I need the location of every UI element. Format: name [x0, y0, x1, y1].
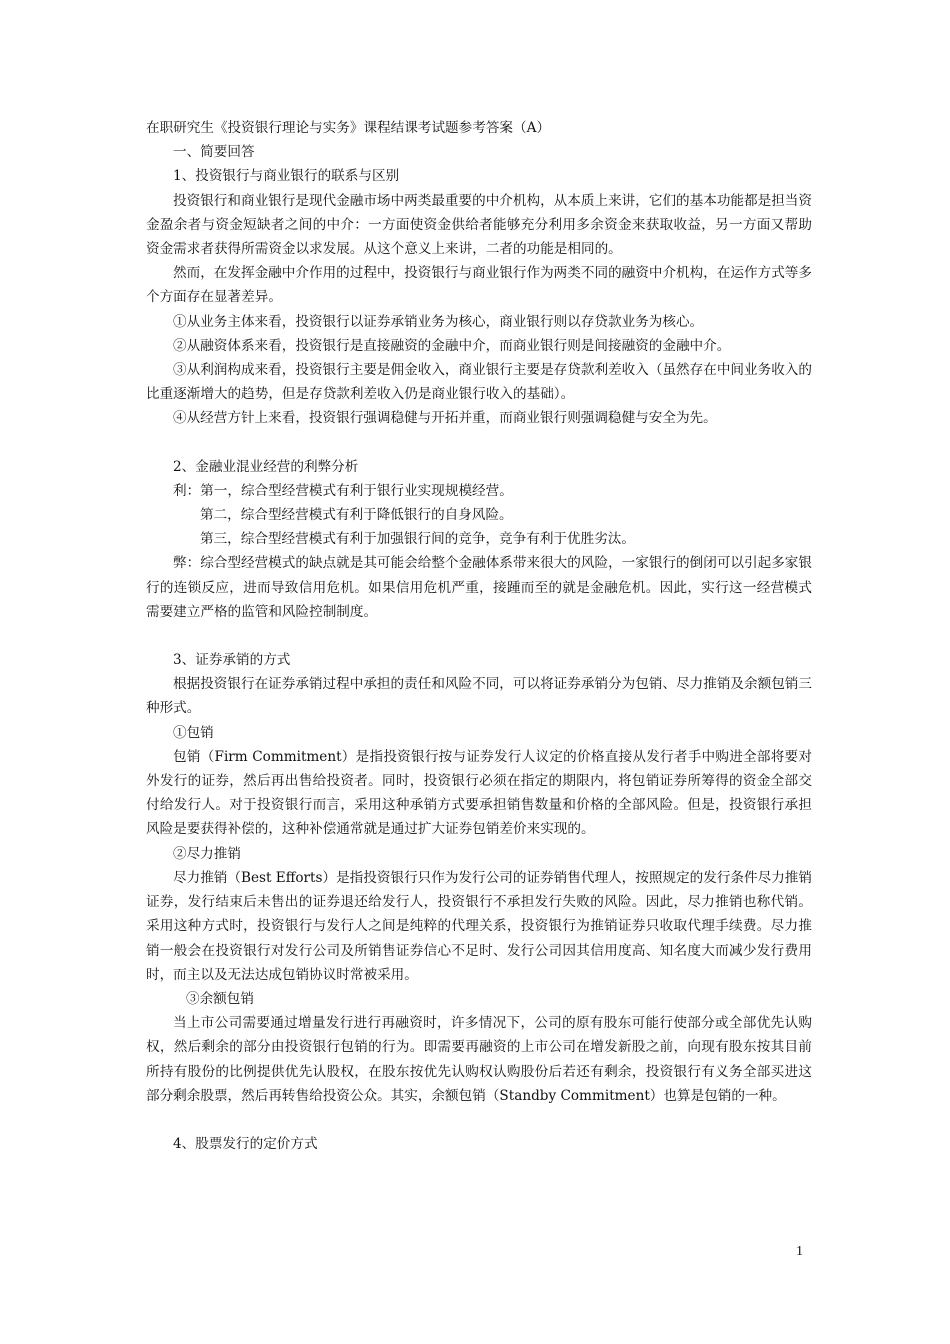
section-heading: 一、简要回答 — [173, 144, 255, 161]
paragraph: 根据投资银行在证券承销过程中承担的责任和风险不同，可以将证券承销分为包销、尽力推销及余额包销三种形式。 — [146, 676, 812, 717]
list-item: ①从业务主体来看，投资银行以证券承销业务为核心，商业银行则以存贷款业务为核心。 — [173, 313, 704, 330]
list-item: ③从利润构成来看，投资银行主要是佣金收入，商业银行主要是存贷款利差收入（虽然存在中间业务收入的比重逐渐增大的趋势，但是存贷款利差收入仍是商业银行收入的基础）。 — [146, 362, 812, 403]
question-heading-2: 2、金融业混业经营的利弊分析 — [173, 458, 359, 475]
pro-point: 第三，综合型经营模式有利于加强银行间的竞争，竞争有利于优胜劣汰。 — [200, 531, 635, 548]
subheading: ②尽力推销 — [173, 845, 241, 862]
subheading: ③余额包销 — [186, 990, 254, 1007]
question-heading-1: 1、投资银行与商业银行的联系与区别 — [173, 168, 400, 185]
question-heading-4: 4、股票发行的定价方式 — [173, 1135, 318, 1152]
page-number: 1 — [796, 1244, 803, 1259]
subheading: ①包销 — [173, 724, 214, 741]
spacer — [146, 1108, 812, 1132]
paragraph: 当上市公司需要通过增量发行进行再融资时，许多情况下，公司的原有股东可能行使部分或全部优先认购权，然后剩余的部分由投资银行包销的行为。即需要再融资的上市公司在增发新股之前，向现有股东按其目前所持有股份的比例提供优先认股权，在股东按优先认购权认购股份后若还有剩余，投资银行有义务全部买进这部分剩余股票，然后再转售给投资公众。其实，余额包销（Standby Commitment）也算是包销的一种。 — [146, 1015, 812, 1104]
question-heading-3: 3、证券承销的方式 — [173, 652, 291, 669]
spacer — [146, 624, 812, 648]
paragraph: 投资银行和商业银行是现代金融市场中两类最重要的中介机构，从本质上来讲，它们的基本功能都是担当资金盈余者与资金短缺者之间的中介：一方面使资金供给者能够充分利用多余资金来获取收益，另一方面又帮助资金需求者获得所需资金以求发展。从这个意义上来讲，二者的功能是相同的。 — [146, 192, 812, 258]
list-item: ④从经营方针上来看，投资银行强调稳健与开拓并重，而商业银行则强调稳健与安全为先。 — [173, 410, 717, 427]
document-title: 在职研究生《投资银行理论与实务》课程结课考试题参考答案（A） — [146, 120, 551, 136]
spacer — [146, 431, 812, 455]
paragraph: 然而，在发挥金融中介作用的过程中，投资银行与商业银行作为两类不同的融资中介机构，在运作方式等多个方面存在显著差异。 — [146, 265, 812, 306]
con-paragraph: 弊：综合型经营模式的缺点就是其可能会给整个金融体系带来很大的风险，一家银行的倒闭可以引起多家银行的连锁反应，进而导致信用危机。如果信用危机严重，接踵而至的就是金融危机。因此，实行这一经营模式需要建立严格的监管和风险控制制度。 — [146, 555, 812, 620]
pro-point: 第二，综合型经营模式有利于降低银行的自身风险。 — [200, 507, 513, 524]
document-body — [146, 116, 812, 1156]
paragraph: 包销（Firm Commitment）是指投资银行按与证券发行人议定的价格直接从发行者手中购进全部将要对外发行的证券，然后再出售给投资者。同时，投资银行必须在指定的期限内，将包销证券所筹得的资金全部交付给发行人。对于投资银行而言，采用这种承销方式要承担销售数量和价格的全部风险。但是，投资银行承担风险是要获得补偿的，这种补偿通常就是通过扩大证券包销差价来实现的。 — [146, 748, 812, 838]
list-item: ②从融资体系来看，投资银行是直接融资的金融中介，而商业银行则是间接融资的金融中介。 — [173, 337, 731, 354]
pro-point: 利：第一，综合型经营模式有利于银行业实现规模经营。 — [173, 482, 513, 499]
paragraph: 尽力推销（Best Efforts）是指投资银行只作为发行公司的证券销售代理人，按照规定的发行条件尽力推销证券，发行结束后未售出的证券退还给发行人，投资银行不承担发行失败的风险。因此，尽力推销也称代销。采用这种方式时，投资银行与发行人之间是纯粹的代理关系，投资银行为推销证券只收取代理手续费。尽力推销一般会在投资银行对发行公司及所销售证券信心不足时、发行公司因其信用度高、知名度大而减少发行费用时，而主以及无法达成包销协议时常被采用。 — [146, 869, 812, 983]
